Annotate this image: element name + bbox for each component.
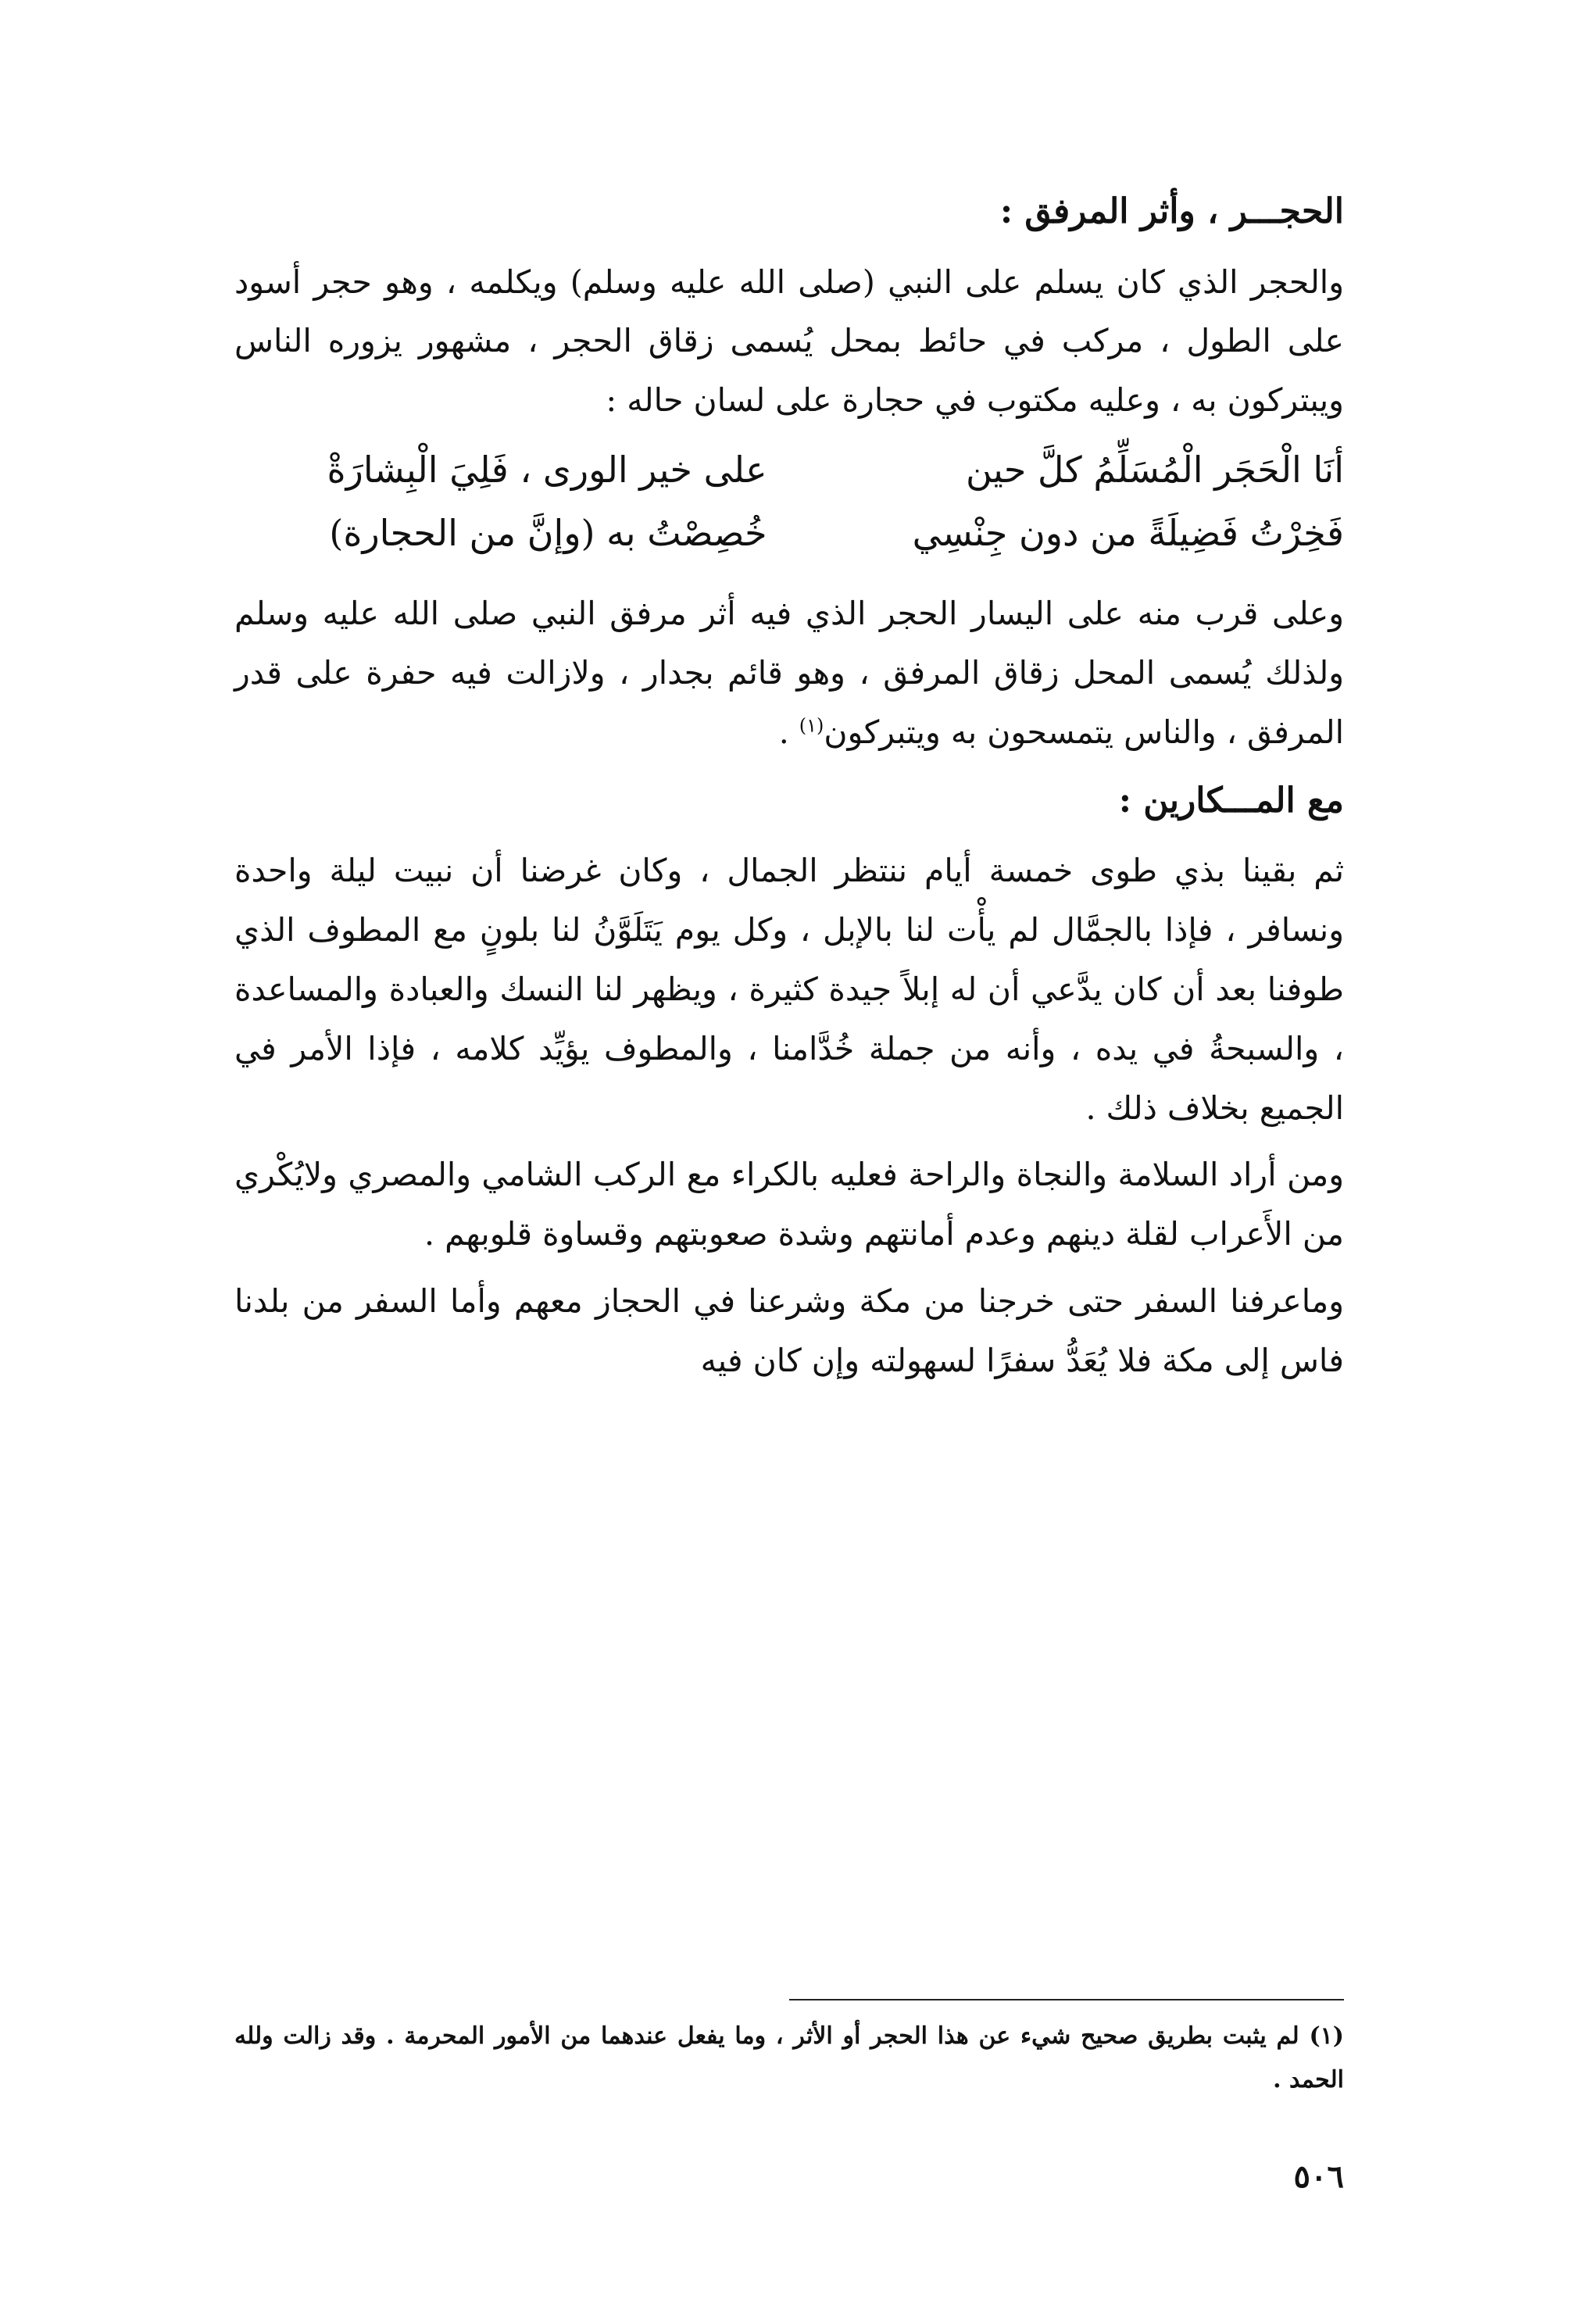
footnote-divider: [789, 1999, 1344, 2000]
paragraph: ثم بقينا بذي طوى خمسة أيام ننتظر الجمال ، وكان غرضنا أن نبيت ليلة واحدة ونسافر ، فإذا بالجمَّال لم يأْت لنا بالإبل ، وكل يوم يَتَلَوَّنُ لنا بلونٍ مع المطوف الذي طوفنا بعد أن كان يدَّعي أن له إبلاً جيدة كثيرة ، ويظهر لنا النسك والعبادة والمساعدة ، والسبحةُ في يده ، وأنه من جملة خُدَّامنا ، والمطوف يؤيِّد كلامه ، فإذا الأمر في الجميع بخلاف ذلك .: [234, 852, 1344, 1127]
poem-verse: [234, 502, 1344, 565]
page-body: [234, 188, 1344, 1399]
section-heading-stone: الحجـــر ، وأثر المرفق :: [999, 191, 1344, 231]
verse-hemistich-first: أنَا الْحَجَر الْمُسَلِّمُ كلَّ حين: [966, 449, 1344, 492]
footnote: (١) لم يثبت بطريق صحيح شيء عن هذا الحجر أو الأثر ، وما يفعل عندهما من الأمور المحرمة . وقد زالت ولله الحمد .: [234, 2022, 1344, 2093]
poem-verse: [234, 438, 1344, 502]
page-number: ٥٠٦: [1293, 2158, 1344, 2195]
footnote-reference[interactable]: (١): [799, 714, 824, 737]
verse-hemistich-second: خُصِصْتُ به (وإنَّ من الحجارة): [329, 511, 767, 554]
verse-hemistich-second: على خير الورى ، فَلِيَ الْبِشارَةْ: [327, 449, 767, 492]
verse-hemistich-first: فَخِرْتُ فَضِيلَةً من دون جِنْسِي: [912, 511, 1344, 554]
paragraph: وماعرفنا السفر حتى خرجنا من مكة وشرعنا في الحجاز معهم وأما السفر من بلدنا فاس إلى مكة فلا يُعَدُّ سفرًا لسهولته وإن كان فيه: [234, 1282, 1344, 1379]
paragraph: [234, 585, 1344, 763]
paragraph-text: وعلى قرب منه على اليسار الحجر الذي فيه أثر مرفق النبي صلى الله عليه وسلم ولذلك يُسمى المحل زقاق المرفق ، وهو قائم بجدار ، ولازالت فيه حفرة على قدر المرفق ، والناس يتمسحون به ويتبركون: [234, 595, 1344, 751]
paragraph: والحجر الذي كان يسلم على النبي (صلى الله عليه وسلم) ويكلمه ، وهو حجر أسود على الطول ، مركب في حائط بمحل يُسمى زقاق الحجر ، مشهور يزوره الناس ويبتركون به ، وعليه مكتوب في حجارة على لسان حاله :: [234, 263, 1344, 420]
paragraph-end: .: [778, 713, 799, 751]
paragraph: ومن أراد السلامة والنجاة والراحة فعليه بالكراء مع الركب الشامي والمصري ولايُكْري من الأَعراب لقلة دينهم وعدم أمانتهم وشدة صعوبتهم وقساوة قلوبهم .: [234, 1156, 1344, 1253]
section-heading-muleteers: مع المـــكارين :: [1118, 780, 1344, 821]
poem: [234, 438, 1344, 564]
